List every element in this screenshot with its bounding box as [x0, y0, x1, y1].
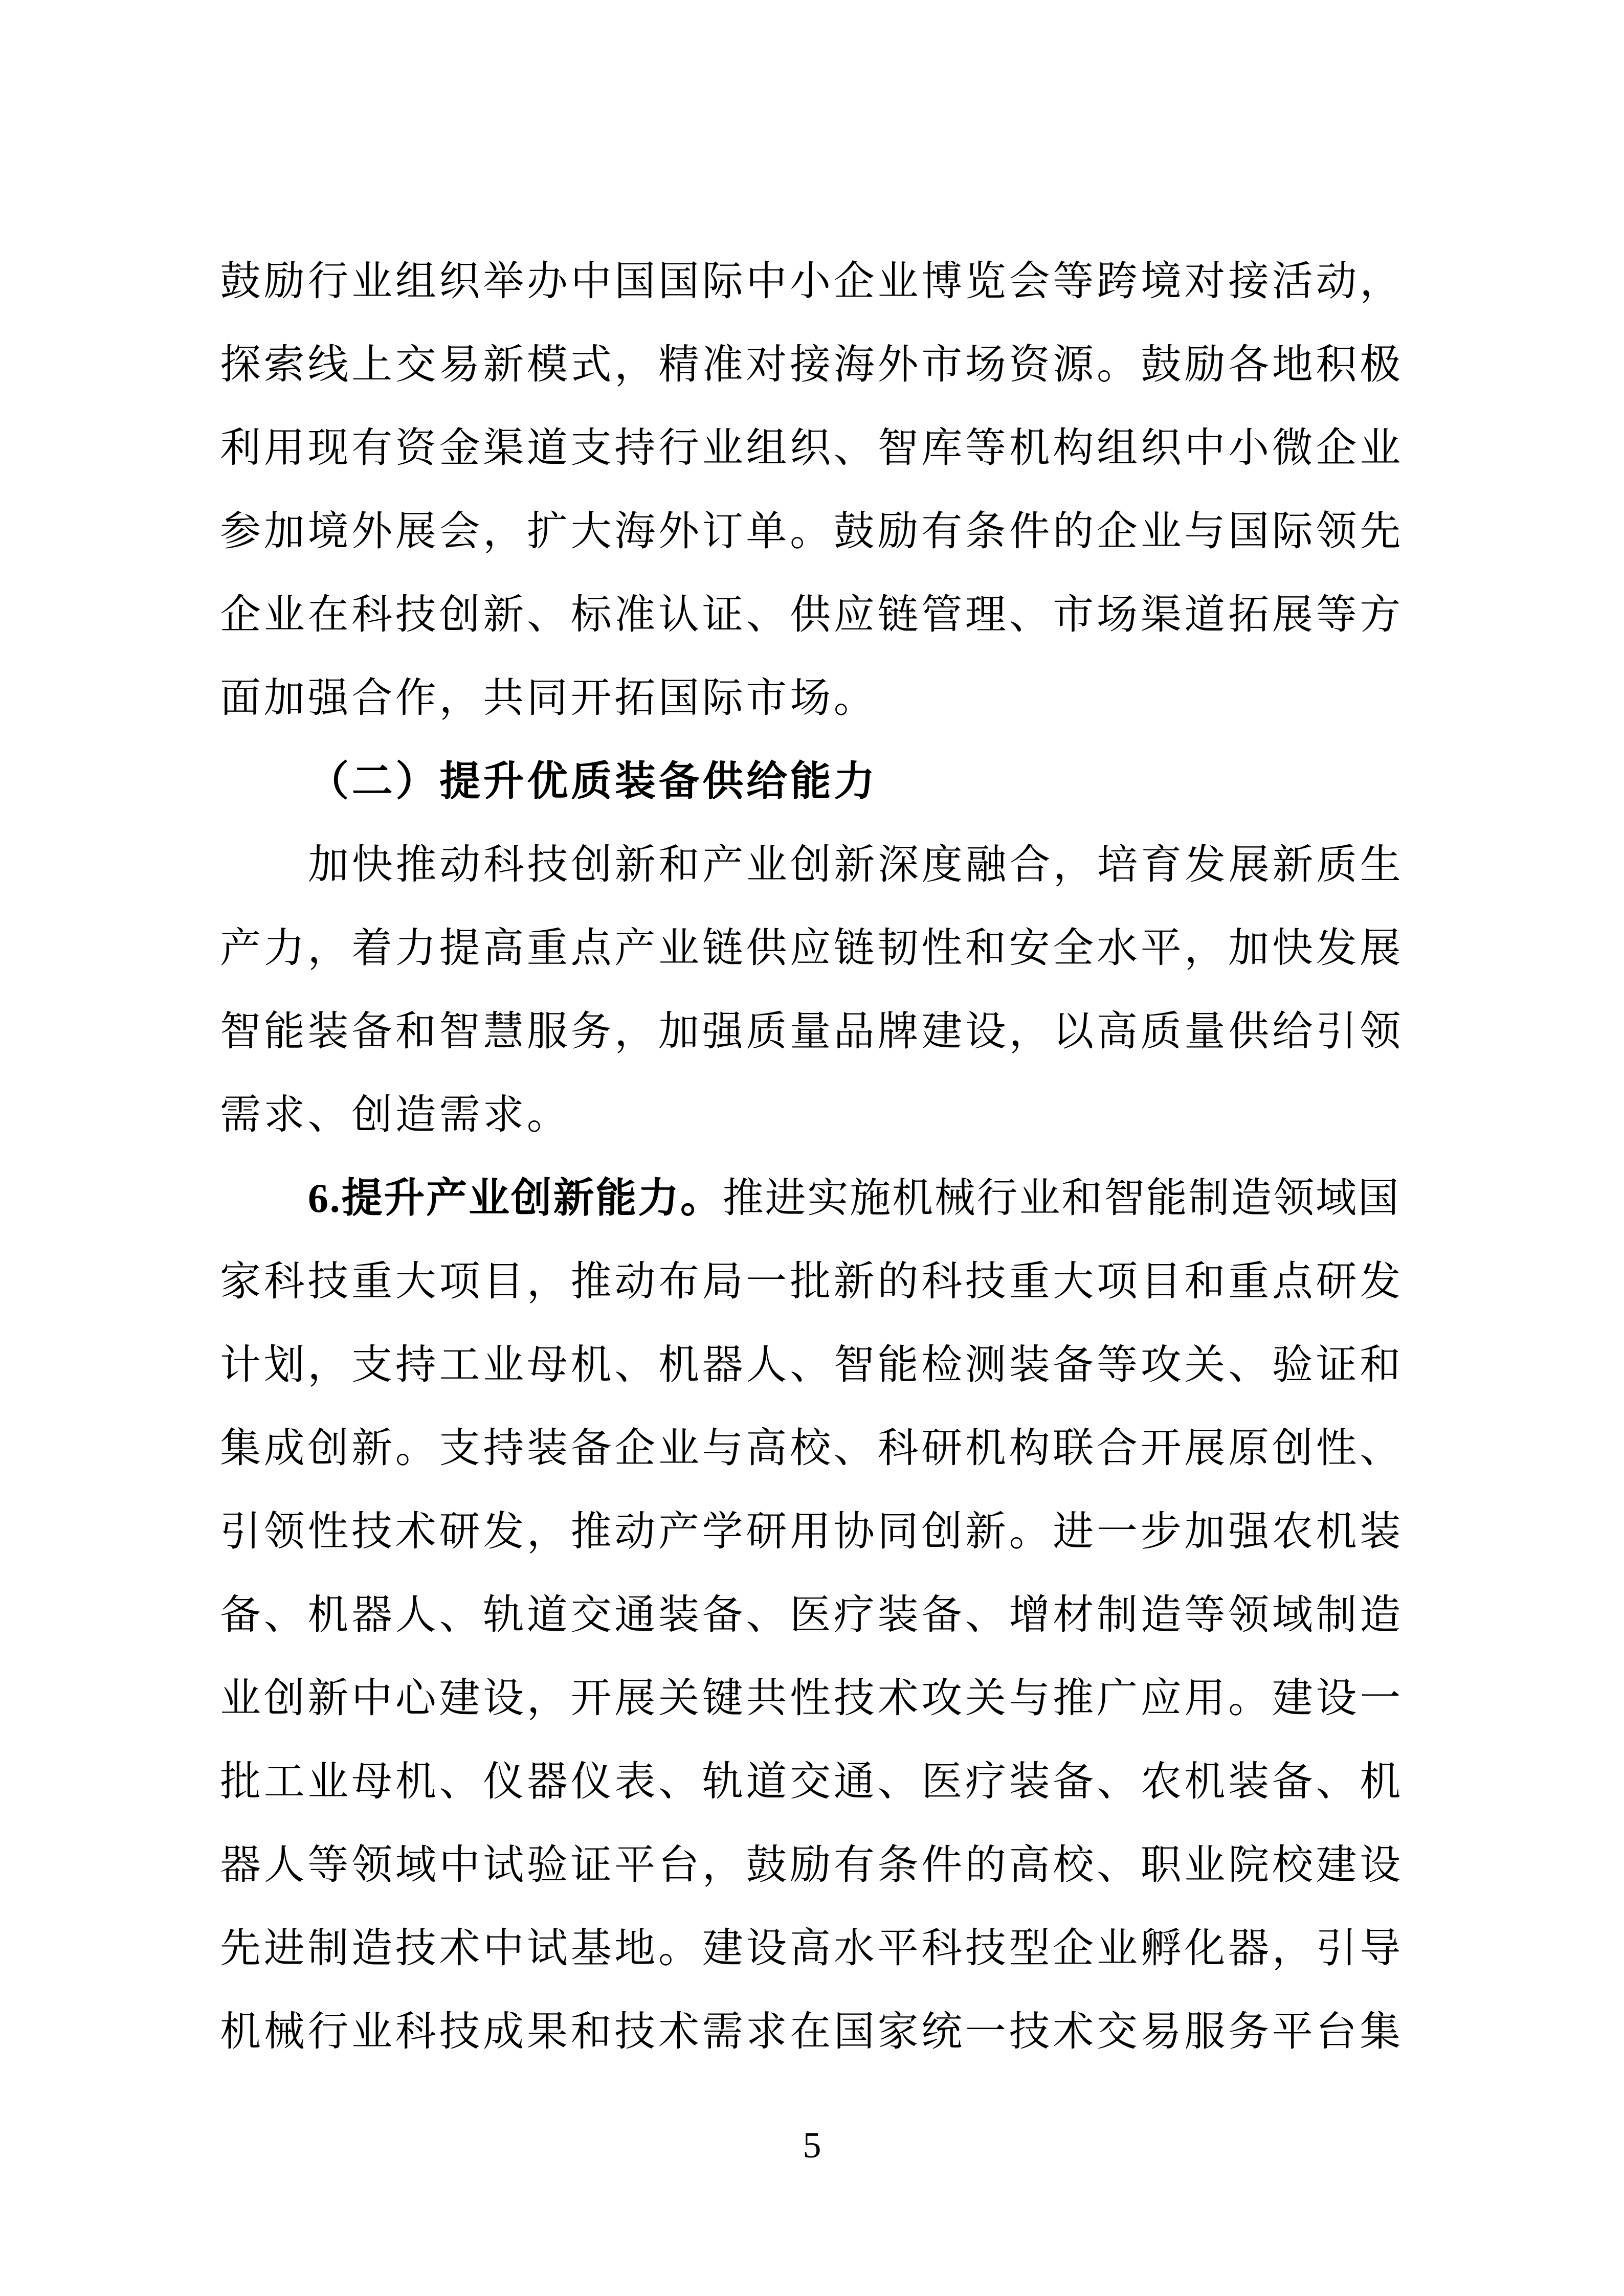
body-line: 业创新中心建设，开展关键共性技术攻关与推广应用。建设一 [220, 1676, 1404, 1721]
body-line: 家科技重大项目，推动布局一批新的科技重大项目和重点研发 [220, 1259, 1404, 1304]
body-line: 备、机器人、轨道交通装备、医疗装备、增材制造等领域制造 [220, 1593, 1404, 1638]
body-line: 器人等领域中试验证平台，鼓励有条件的高校、职业院校建设 [220, 1843, 1404, 1888]
section-heading: （二）提升优质装备供给能力 [308, 759, 878, 804]
body-line: 参加境外展会，扩大海外订单。鼓励有条件的企业与国际领先 [220, 509, 1404, 554]
body-line: 企业在科技创新、标准认证、供应链管理、市场渠道拓展等方 [220, 593, 1404, 638]
body-line: 需求、创造需求。 [220, 1093, 571, 1138]
body-text: 推进实施机械行业和智能制造领域国 [722, 1176, 1400, 1221]
body-line: 引领性技术研发，推动产学研用协同创新。进一步加强农机装 [220, 1510, 1404, 1555]
body-line: 鼓励行业组织举办中国国际中小企业博览会等跨境对接活动， [220, 259, 1404, 304]
body-line: 面加强合作，共同开拓国际市场。 [220, 676, 878, 721]
body-line: 智能装备和智慧服务，加强质量品牌建设，以高质量供给引领 [220, 1009, 1404, 1054]
body-line: 先进制造技术中试基地。建设高水平科技型企业孵化器，引导 [220, 1926, 1404, 1971]
document-body [220, 240, 1412, 2074]
body-line: 产力，着力提高重点产业链供应链韧性和安全水平，加快发展 [220, 926, 1404, 971]
body-line: 批工业母机、仪器仪表、轨道交通、医疗装备、农机装备、机 [220, 1760, 1404, 1805]
body-line: 机械行业科技成果和技术需求在国家统一技术交易服务平台集 [220, 2010, 1404, 2055]
body-line: 利用现有资金渠道支持行业组织、智库等机构组织中小微企业 [220, 426, 1404, 471]
body-line: 集成创新。支持装备企业与高校、科研机构联合开展原创性、 [220, 1426, 1404, 1471]
body-line: 加快推动科技创新和产业创新深度融合，培育发展新质生 [308, 843, 1404, 888]
body-line: 探索线上交易新模式，精准对接海外市场资源。鼓励各地积极 [220, 343, 1404, 388]
numbered-item-first-line [220, 1157, 1412, 1241]
body-line: 计划，支持工业母机、机器人、智能检测装备等攻关、验证和 [220, 1343, 1404, 1388]
page-number: 5 [803, 2125, 821, 2166]
item-number-heading: 6.提升产业创新能力。 [308, 1176, 723, 1221]
